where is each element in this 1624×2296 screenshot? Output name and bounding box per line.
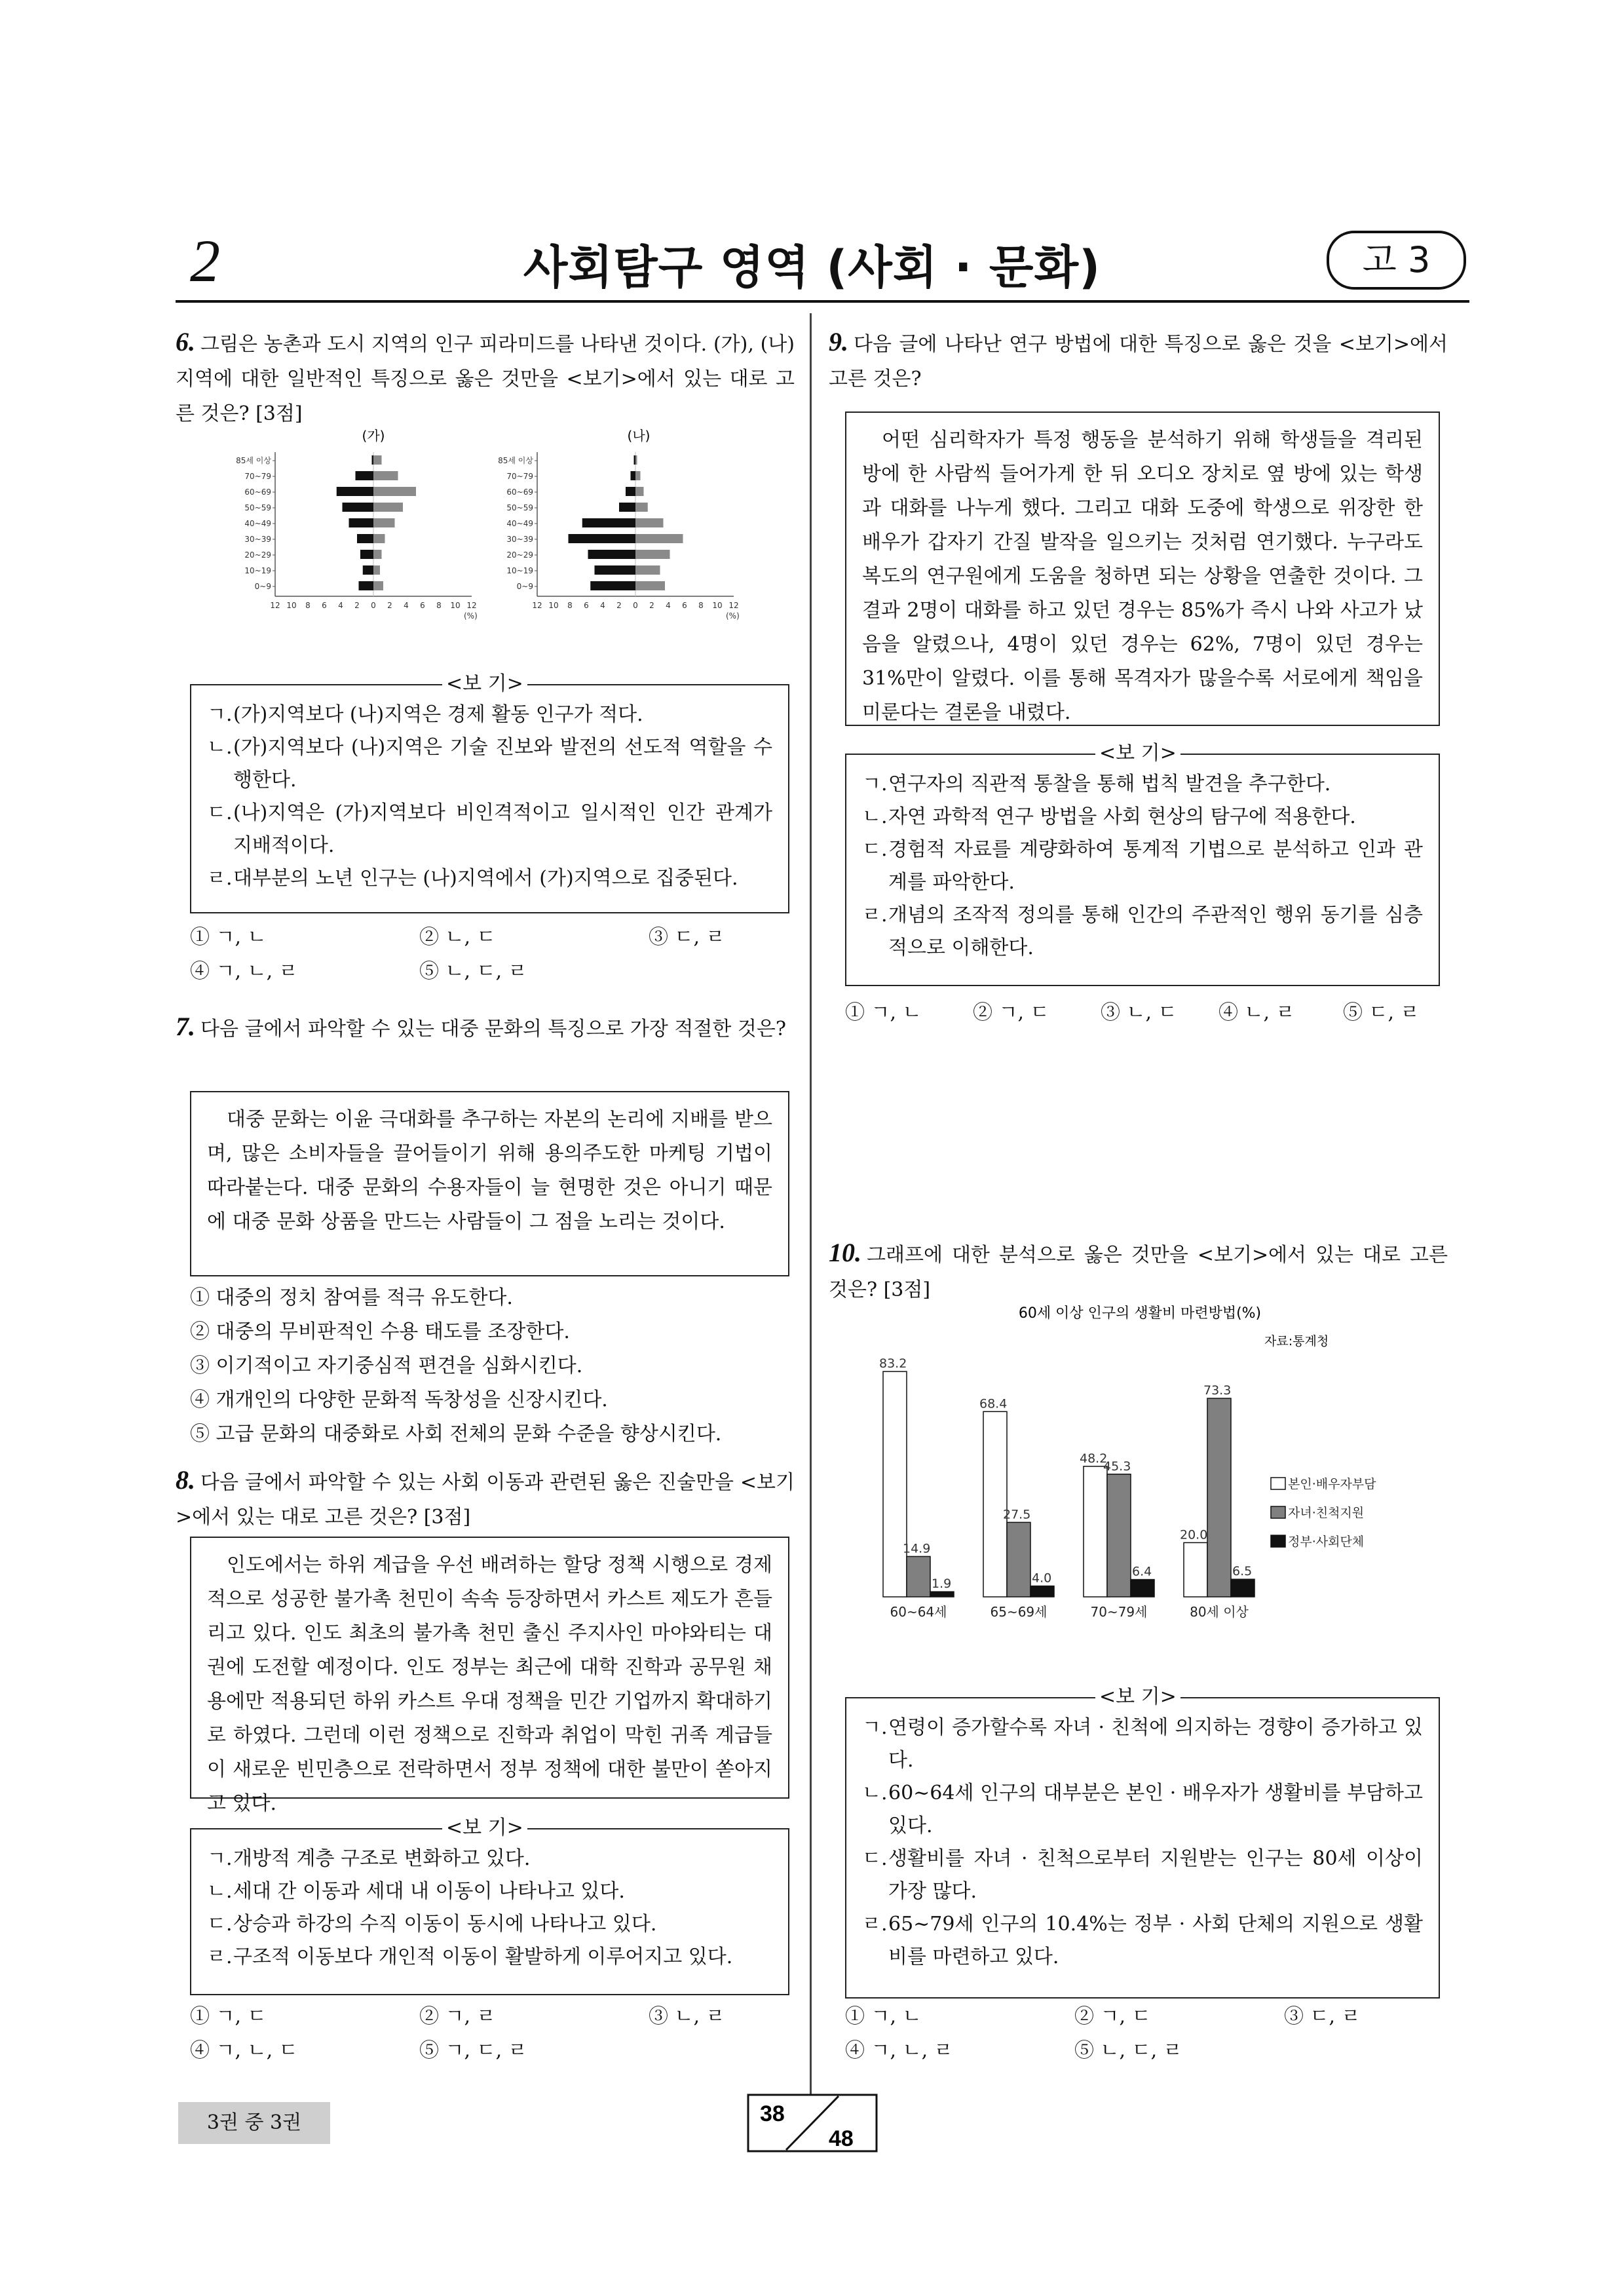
choice-1[interactable]: ① ㄱ, ㄷ [190,2005,267,2028]
bogi-title: <보 기> [442,668,527,700]
pyramid-bar-left [626,487,635,496]
choice-2[interactable]: ② ㄱ, ㄹ [419,2005,496,2028]
x-tick-label: 4 [666,601,671,610]
bar [883,1371,907,1597]
bogi-item [207,1908,772,1941]
pyramid-bar-right [373,550,382,559]
page-total: 48 [829,2126,854,2151]
x-tick-label: 10 [548,601,559,610]
bar-value-label: 20.0 [1180,1527,1208,1542]
age-group-label: 70~79 [244,472,271,481]
passage-text: 인도에서는 하위 계급을 우선 배려하는 할당 정책 시행으로 경제적으로 성공한 불가촉 천민이 속속 등장하면서 카스트 제도가 흔들리고 있다. 인도 최초의 불가촉 천민 출신 주지사인 마야와티는 대권에 도전할 예정이다. 인도 정부는 최근에 대학 진학과 공무원 채용에만 적용되던 하위 카스트 우대 정책을 민간 기업까지 확대하기로 하였다. 그런데 이런 정책으로 진학과 취업이 막힌 귀족 계급들이 새로운 빈민층으로 전락하면서 정부 정책에 대한 불만이 쏟아지고 있다. [207,1554,772,1815]
x-tick-label: 2 [387,601,392,610]
pyramid-bar-left [631,471,636,480]
living-cost-bar-chart [865,1301,1441,1635]
pyramid-bar-left [569,534,636,543]
age-group-label: 20~29 [244,550,271,560]
bar-value-label: 48.2 [1080,1451,1108,1466]
question-number: 7. [176,1012,195,1041]
age-group-label: 0~9 [516,582,533,591]
age-group-label: 70~79 [506,472,533,481]
category-label: 70~79세 [1090,1604,1148,1620]
age-group-label: 10~19 [244,566,271,575]
pyramid-bar-right [635,471,641,480]
age-group-label: 40~49 [506,519,533,528]
bogi-mark: ㄹ. [862,904,888,927]
q10-bogi-box [845,1685,1440,1999]
pyramid-a-label: (가) [362,428,385,444]
bogi-text: 연구자의 직관적 통찰을 통해 법칙 발견을 추구한다. [888,773,1331,795]
pyramid-bar-right [635,534,683,543]
pyramid-bar-right [635,565,660,575]
x-tick-label: 12 [466,601,477,610]
bar [983,1411,1007,1597]
x-tick-label: 6 [584,601,589,610]
bogi-text: (가)지역보다 (나)지역은 경제 활동 인구가 적다. [233,703,643,726]
bar [1007,1522,1030,1597]
passage-text: 어떤 심리학자가 특정 행동을 분석하기 위해 학생들을 격리된 방에 한 사람씩 들어가게 한 뒤 오디오 장치로 옆 방에 있는 학생과 대화를 나누게 했다. 그리고 대화 도중에 학생으로 위장한 한 배우가 갑자기 간질 발작을 일으키는 것처럼 연기했다. 누구라도 복도의 연구원에게 도움을 청하면 되는 상황을 연출한 것이다. 그 결과 2명이 대화를 하고 있던 경우는 85%가 즉시 나와 사고가 났음을 알렸으나, 4명이 있던 경우는 62%, 7명이 있던 경우는 31%만이 알렸다. 이를 통해 목격자가 많을수록 서로에게 책임을 미룬다는 결론을 내렸다. [862,429,1423,724]
bar [1184,1542,1207,1597]
choice-1[interactable]: ① ㄱ, ㄴ [845,1001,922,1024]
bogi-mark: ㄱ. [207,703,233,726]
bar [907,1556,930,1597]
unit-label: (%) [726,611,740,621]
pyramid-bar-right [373,471,398,480]
unit-label: (%) [464,611,478,621]
pyramid-bar-left [360,550,373,559]
pyramid-bar-left [337,487,373,496]
bar [1084,1466,1107,1597]
x-tick-label: 12 [728,601,739,610]
question-text: 그래프에 대한 분석으로 옳은 것만을 <보기>에서 있는 대로 고른 것은? [3점] [829,1244,1448,1301]
x-tick-label: 2 [354,601,360,610]
age-group-label: 30~39 [506,535,533,544]
choice-5[interactable]: ⑤ 고급 문화의 대중화로 사회 전체의 문화 수준을 향상시킨다. [190,1423,722,1445]
pyramid-bar-left [590,581,635,590]
bar-value-label: 73.3 [1203,1383,1232,1398]
pyramid-bar-left [359,581,374,590]
bogi-text: 개념의 조작적 정의를 통해 인간의 주관적인 행위 동기를 심층적으로 이해한다. [888,904,1423,959]
choice-2[interactable]: ② 대중의 무비판적인 수용 태도를 조장한다. [190,1320,570,1343]
q8-bogi-box [190,1816,789,1995]
q7-passage [190,1091,789,1276]
bogi-item [207,731,772,797]
choice-2[interactable]: ② ㄴ, ㄷ [419,926,496,949]
category-label: 80세 이상 [1190,1604,1249,1620]
pyramid-b-label: (나) [627,428,651,444]
bogi-item [207,1941,772,1974]
x-tick-label: 4 [404,601,409,610]
x-tick-label: 8 [698,601,704,610]
bogi-text: 생활비를 자녀 · 친척으로부터 지원받는 인구는 80세 이상이 가장 많다. [888,1847,1423,1903]
q9-passage [845,411,1440,726]
choice-4[interactable]: ④ ㄱ, ㄴ, ㄹ [845,2039,953,2062]
pyramid-bar-left [634,455,636,465]
bar-value-label: 6.4 [1132,1564,1152,1579]
age-group-label: 50~59 [244,503,271,512]
pyramid-bar-right [373,503,403,512]
x-tick-label: 0 [633,601,638,610]
bogi-item [862,1777,1423,1843]
bogi-mark: ㄴ. [862,1782,888,1805]
question-text: 다음 글에서 파악할 수 있는 사회 이동과 관련된 옳은 진술만을 <보기>에서 있는 대로 고른 것은? [3점] [176,1471,795,1529]
q6-bogi-box [190,672,789,913]
question-8 [176,1463,795,1535]
legend-swatch [1271,1506,1285,1518]
x-tick-label: 6 [682,601,687,610]
category-label: 65~69세 [990,1604,1048,1620]
chart-source: 자료:통계청 [1264,1334,1329,1349]
pyramid-bar-right [373,565,380,575]
bogi-title: <보 기> [442,1812,527,1845]
question-6 [176,324,795,431]
bogi-mark: ㄱ. [862,1716,888,1739]
bogi-item [862,1712,1423,1777]
population-pyramids [216,426,753,652]
x-tick-label: 6 [420,601,425,610]
bogi-item [862,899,1423,965]
pyramid-bar-right [635,581,665,590]
choice-3[interactable]: ③ ㄴ, ㄷ [1101,1001,1177,1024]
q9-choices [845,996,1464,1030]
choice-2[interactable]: ② ㄱ, ㄷ [973,1001,1049,1024]
bar-value-label: 83.2 [879,1356,907,1371]
bogi-item [207,1875,772,1908]
bogi-item [207,1843,772,1875]
bar [930,1592,954,1597]
pyramid-bar-left [372,455,374,465]
age-group-label: 20~29 [506,550,533,560]
legend-swatch [1271,1535,1285,1547]
choice-5[interactable]: ⑤ ㄴ, ㄷ, ㄹ [1074,2039,1182,2062]
pyramid-bar-left [595,565,636,575]
chart-legend [1271,1477,1376,1549]
bar-group [879,1356,954,1620]
bar-value-label: 6.5 [1232,1564,1253,1579]
x-tick-label: 2 [649,601,654,610]
bar-group [1080,1451,1154,1620]
header-rule [176,300,1469,303]
bogi-mark: ㄴ. [207,1880,233,1903]
choice-4[interactable]: ④ ㄱ, ㄴ, ㄹ [190,960,298,983]
bar-group [979,1396,1054,1620]
bogi-mark: ㄱ. [207,1847,233,1870]
pyramid-bar-right [373,487,416,496]
bogi-mark: ㄹ. [207,867,233,890]
bogi-text: 연령이 증가할수록 자녀 · 친척에 의지하는 경향이 증가하고 있다. [888,1716,1423,1772]
column-divider [810,313,812,2135]
question-number: 10. [829,1238,861,1267]
question-number: 8. [176,1465,195,1495]
category-label: 60~64세 [890,1604,947,1620]
bogi-item [862,801,1423,833]
x-tick-label: 0 [371,601,376,610]
x-tick-label: 8 [567,601,573,610]
q7-choices [190,1281,809,1451]
pyramid-bar-left [588,550,636,559]
question-number: 9. [829,327,848,356]
pyramid-bar-right [373,518,395,527]
age-group-label: 60~69 [244,488,271,497]
question-7 [176,1009,795,1046]
page-indicator [747,2094,878,2152]
age-group-label: 10~19 [506,566,533,575]
pyramid-bar-left [363,565,373,575]
grade-badge: 고 3 [1327,231,1466,290]
bogi-item [862,768,1423,801]
bogi-text: 구조적 이동보다 개인적 이동이 활발하게 이루어지고 있다. [233,1945,733,1968]
choice-3[interactable]: ③ ㄴ, ㄹ [649,2005,725,2028]
bar-value-label: 14.9 [903,1541,931,1556]
x-tick-label: 10 [286,601,297,610]
bogi-text: 세대 간 이동과 세대 내 이동이 나타나고 있다. [233,1880,625,1903]
age-group-label: 40~49 [244,519,271,528]
bogi-text: (나)지역은 (가)지역보다 비인격적이고 일시적인 인간 관계가 지배적이다. [233,801,772,857]
bar-value-label: 27.5 [1003,1507,1031,1522]
page-number: 2 [190,227,220,294]
bar-value-label: 68.4 [979,1396,1008,1411]
bogi-text: 65~79세 인구의 10.4%는 정부 · 사회 단체의 지원으로 생활비를 마련하고 있다. [888,1913,1423,1968]
choice-3[interactable]: ③ 이기적이고 자기중심적 편견을 심화시킨다. [190,1354,583,1377]
q8-passage [190,1537,789,1815]
choice-2[interactable]: ② ㄱ, ㄷ [1074,2005,1151,2028]
question-text: 다음 글에서 파악할 수 있는 대중 문화의 특징으로 가장 적절한 것은? [200,1018,786,1041]
question-number: 6. [176,327,195,356]
choice-4[interactable]: ④ ㄱ, ㄴ, ㄷ [190,2039,298,2062]
x-tick-label: 12 [270,601,280,610]
question-text: 그림은 농촌과 도시 지역의 인구 피라미드를 나타낸 것이다. (가), (나)지역에 대한 일반적인 특징으로 옳은 것만을 <보기>에서 있는 대로 고른 것은? [3점] [176,333,795,425]
bogi-mark: ㄷ. [207,801,233,824]
age-group-label: 85세 이상 [498,456,533,465]
bar [1107,1474,1131,1597]
q9-bogi-box [845,742,1440,986]
choice-4[interactable]: ④ ㄴ, ㄹ [1218,1001,1295,1024]
pyramid-bar-right [373,455,382,465]
pyramid-bar-right [635,550,670,559]
bogi-mark: ㄷ. [862,838,888,861]
pyramid-bar-left [582,518,635,527]
legend-label: 자녀·친척지원 [1288,1506,1365,1520]
bogi-item [207,862,772,895]
choice-4[interactable]: ④ 개개인의 다양한 문화적 독창성을 신장시킨다. [190,1388,608,1411]
subject-title: 사회탐구 영역 (사회 · 문화) [523,240,1101,294]
bar [1030,1586,1054,1597]
pyramid-bar-left [619,503,635,512]
age-group-label: 0~9 [254,582,271,591]
bar [1231,1579,1255,1597]
chart-title: 60세 이상 인구의 생활비 마련방법(%) [1018,1305,1262,1322]
bogi-item [207,698,772,731]
age-group-label: 60~69 [506,488,533,497]
age-group-label: 85세 이상 [236,456,271,465]
bar-value-label: 45.3 [1103,1459,1131,1474]
bar-value-label: 4.0 [1032,1571,1052,1586]
bogi-mark: ㄴ. [207,736,233,759]
legend-label: 정부·사회단체 [1288,1535,1365,1549]
x-tick-label: 4 [600,601,605,610]
bar [1207,1398,1231,1597]
x-tick-label: 10 [450,601,461,610]
question-10 [829,1235,1448,1307]
x-tick-label: 10 [712,601,723,610]
bogi-text: 대부분의 노년 인구는 (나)지역에서 (가)지역으로 집중된다. [233,867,738,890]
choice-1[interactable]: ① ㄱ, ㄴ [190,926,267,949]
volume-label: 3권 중 3권 [178,2102,330,2144]
bar-value-label: 1.9 [932,1577,952,1592]
x-tick-label: 2 [616,601,622,610]
legend-swatch [1271,1478,1285,1489]
bogi-item [862,833,1423,899]
age-group-label: 30~39 [244,535,271,544]
pyramid-bar-right [635,503,648,512]
passage-text: 대중 문화는 이윤 극대화를 추구하는 자본의 논리에 지배를 받으며, 많은 소비자들을 끌어들이기 위해 용의주도한 마케팅 기법이 따라붙는다. 대중 문화의 수용자들이 늘 현명한 것은 아니기 때문에 대중 문화 상품을 만드는 사람들이 그 점을 노리는 것이다. [207,1108,772,1233]
bogi-text: 자연 과학적 연구 방법을 사회 현상의 탐구에 적용한다. [888,805,1356,828]
choice-1[interactable]: ① ㄱ, ㄴ [845,2005,922,2028]
bogi-text: 개방적 계층 구조로 변화하고 있다. [233,1847,531,1870]
pyramid-b [498,452,740,621]
choice-3[interactable]: ③ ㄷ, ㄹ [649,926,725,949]
question-9 [829,324,1448,396]
x-tick-label: 6 [322,601,327,610]
bogi-text: 상승과 하강의 수직 이동이 동시에 나타나고 있다. [233,1913,657,1936]
bogi-text: 60~64세 인구의 대부분은 본인 · 배우자가 생활비를 부담하고 있다. [888,1782,1423,1837]
pyramid-bar-right [373,534,385,543]
bogi-item [862,1908,1423,1974]
choice-5[interactable]: ⑤ ㄷ, ㄹ [1343,1001,1420,1024]
pyramid-bar-right [635,487,644,496]
age-group-label: 50~59 [506,503,533,512]
bogi-text: 경험적 자료를 계량화하여 통계적 기법으로 분석하고 인과 관계를 파악한다. [888,838,1423,894]
bogi-mark: ㄹ. [862,1913,888,1936]
x-tick-label: 12 [532,601,542,610]
page-current: 38 [760,2101,785,2126]
pyramid-bar-left [356,471,374,480]
x-tick-label: 4 [338,601,343,610]
pyramid-bar-left [357,534,373,543]
pyramid-bar-left [349,518,374,527]
bogi-item [207,797,772,862]
pyramid-bar-left [343,503,374,512]
x-tick-label: 8 [436,601,442,610]
bogi-mark: ㄱ. [862,773,888,795]
question-text: 다음 글에 나타난 연구 방법에 대한 특징으로 옳은 것을 <보기>에서 고른 것은? [829,333,1448,391]
bogi-text: (가)지역보다 (나)지역은 기술 진보와 발전의 선도적 역할을 수행한다. [233,736,772,792]
choice-5[interactable]: ⑤ ㄴ, ㄷ, ㄹ [419,960,527,983]
pyramid-bar-right [635,455,637,465]
bogi-title: <보 기> [1095,737,1180,770]
bar [1131,1580,1154,1597]
choice-5[interactable]: ⑤ ㄱ, ㄷ, ㄹ [419,2039,527,2062]
legend-label: 본인·배우자부담 [1288,1477,1376,1491]
bogi-title: <보 기> [1095,1681,1180,1713]
bogi-mark: ㄴ. [862,805,888,828]
choice-3[interactable]: ③ ㄷ, ㄹ [1284,2005,1361,2028]
pyramid-bar-right [635,518,664,527]
bogi-mark: ㄹ. [207,1945,233,1968]
pyramid-a [236,452,478,621]
pyramid-bar-right [373,581,383,590]
bogi-item [862,1843,1423,1908]
q6-choices [190,921,789,989]
q8-choices [190,2000,789,2068]
choice-1[interactable]: ① 대중의 정치 참여를 적극 유도한다. [190,1286,513,1309]
bogi-mark: ㄷ. [862,1847,888,1870]
x-tick-label: 8 [305,601,311,610]
bogi-mark: ㄷ. [207,1913,233,1936]
bar-group [1180,1383,1255,1620]
q10-choices [845,2000,1464,2068]
